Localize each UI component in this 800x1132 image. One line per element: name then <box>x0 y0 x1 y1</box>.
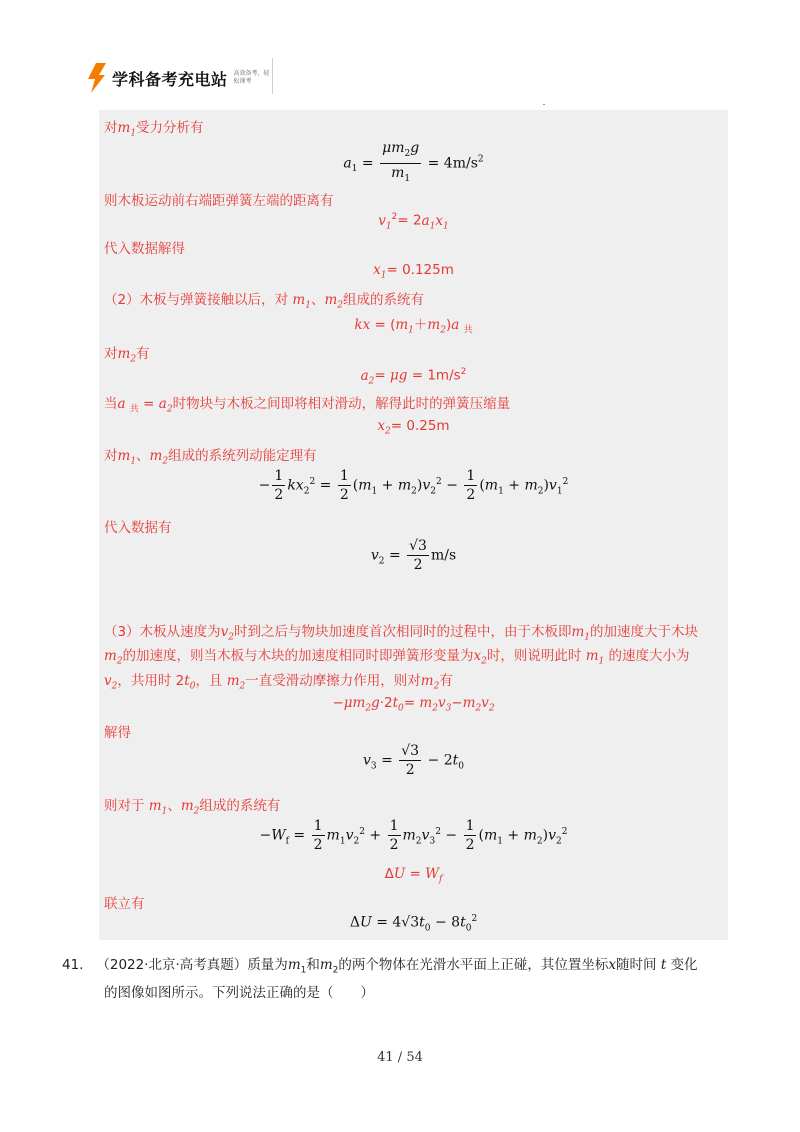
equation-v2: $v_2$ = $\frac{√3}{2}$ m/s <box>370 538 457 573</box>
page-number: 41 / 54 <box>377 1050 423 1065</box>
solution-line: 解得 <box>104 725 131 741</box>
solution-line: 则木板运动前右端距弹簧左端的距离有 <box>104 193 334 209</box>
equation-a2: $a_2= \mu g = 1m/s^2$ <box>360 367 467 387</box>
equation-deltaU-result: $\Delta U = 4√3t_0 - 8t_0^2$ <box>349 914 478 934</box>
lightning-bolt-icon <box>88 63 106 93</box>
solution-line: （3）木板从速度为$v_2$时到之后与物块加速度首次相同时的过程中，由于木板即$m_1$的加速度大于木块 <box>104 624 699 643</box>
equation-x2: $x_2= 0.25m$ <box>377 418 450 437</box>
solution-line: 联立有 <box>104 896 145 912</box>
solution-line: 对$m_1$受力分析有 <box>104 120 204 139</box>
solution-line: 则对于 $m_1$、$m_2$组成的系统有 <box>104 798 281 817</box>
header-divider <box>272 58 273 94</box>
equation-kx: kx = $(m_1+m_2)a$ $_共$ <box>354 317 473 336</box>
equation-momentum: $-\mu m_2g\cdot 2t_0= m_2v_3-m_2v_2$ <box>332 695 495 714</box>
brand-slogan: 高效备考，轻松课考 <box>233 70 270 85</box>
equation-v1: $v_1^2= 2a_1x_1$ <box>378 212 449 232</box>
brand-name: 学科备考充电站 <box>112 69 228 89</box>
header-logo <box>88 60 274 96</box>
solution-line: （2）木板与弹簧接触以后，对 $m_1$、$m_2$组成的系统有 <box>104 292 424 311</box>
equation-a1: $a_1$ = $\frac{\mu m_2g}{m_1}$ = $4m/s^2$ <box>343 140 484 184</box>
question-41-line2: 的图像如图所示。下列说法正确的是（ ） <box>104 985 374 1001</box>
question-41-line1: 41. （2022·北京·高考真题）质量为$m_1$和$m_2$的两个物体在光滑水平面上正碰，其位置坐标x随时间 t 变化 <box>62 957 698 976</box>
equation-deltaU-Wf: $\Delta U = W_f$ <box>384 866 443 885</box>
equation-work: $-W_f$ = $\frac{1}{2}$ $m_1v_2^2$ + $\frac{1}{2}$ $m_2v_3^2$ − $\frac{1}{2}$ $(m_1 + m_2)v_2^2$ <box>259 818 568 853</box>
solution-line: 当a $_共 = a_2$时物块与木板之间即将相对滑动，解得此时的弹簧压缩量 <box>104 396 511 415</box>
solution-line: 代入数据解得 <box>104 241 185 257</box>
solution-line: $v_2$，共用时 $2t_0$，且 $m_2$一直受滑动摩擦力作用，则对$m_2$有 <box>104 673 453 692</box>
equation-v3: $v_3$ = $\frac{√3}{2}$ − $2t_0$ <box>362 743 465 778</box>
equation-x1: $x_1= 0.125m$ <box>373 262 454 281</box>
solution-line: 对$m_2$有 <box>104 346 150 365</box>
solution-line: 代入数据有 <box>104 520 172 536</box>
solution-line: $m_2$的加速度，则当木板与木块的加速度相同时即弹簧形变量为$x_2$时，则说明此时 $m_1$ 的速度大小为 <box>104 648 690 667</box>
equation-energy: − $\frac{1}{2}$ $kx_2^2$ = $\frac{1}{2}$ $(m_1 + m_2)v_2^2$ − $\frac{1}{2}$ $(m_1 + m_2)v_1^2$ <box>258 468 569 503</box>
decor-dot <box>543 104 545 105</box>
solution-line: 对$m_1$、$m_2$组成的系统列动能定理有 <box>104 448 317 467</box>
